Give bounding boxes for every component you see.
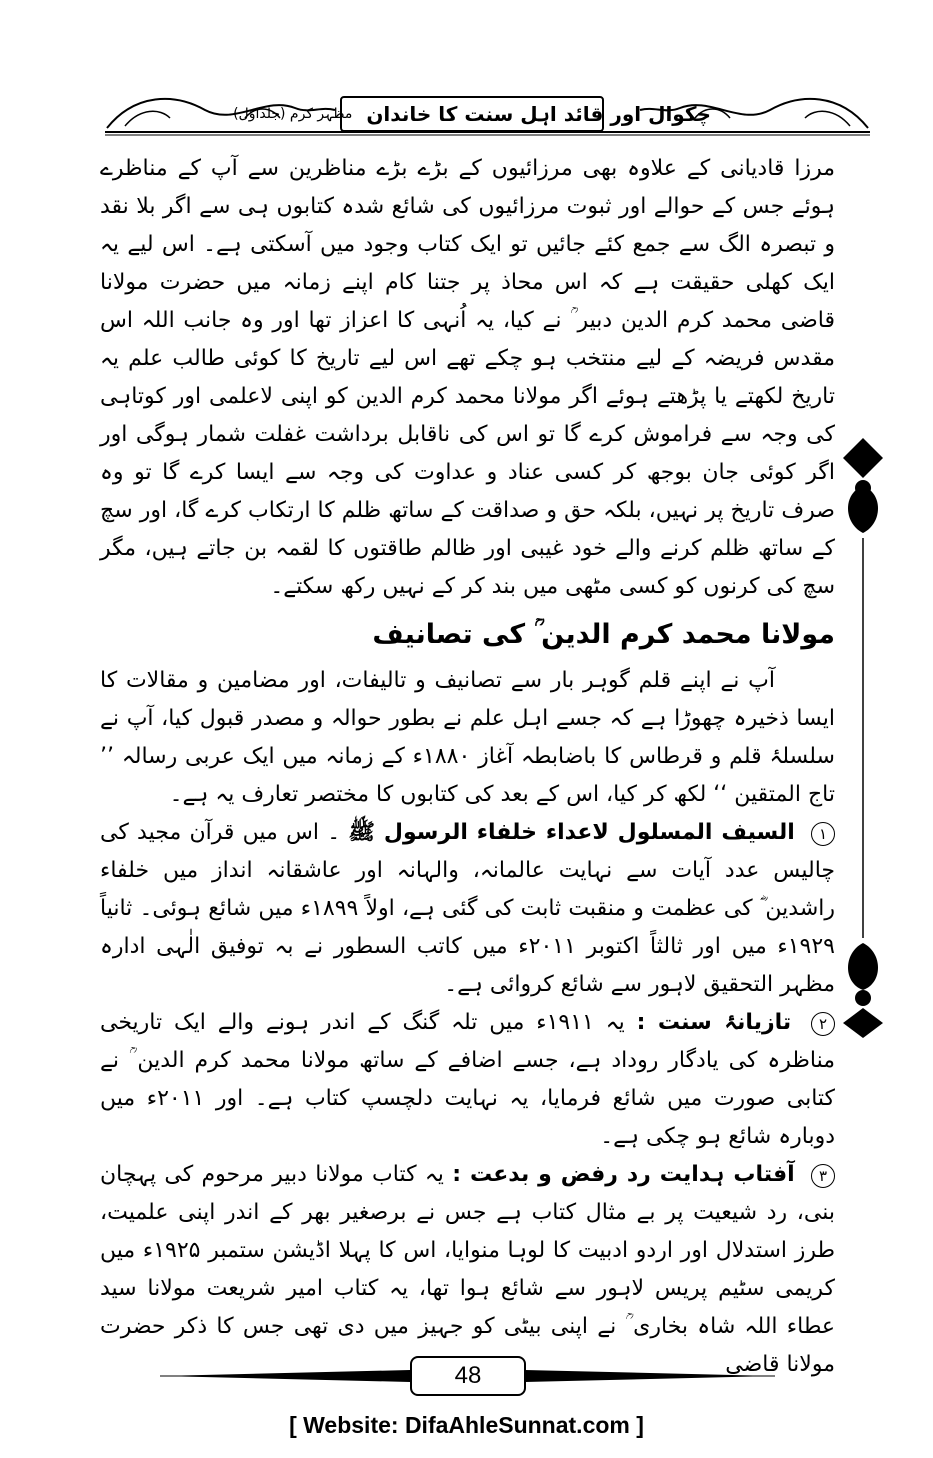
intro-paragraph: مرزا قادیانی کے علاوہ بھی مرزائیوں کے بڑے بڑے مناظرین سے آپ کے مناظرے ہوئے جس کے حوالے اور ثبوت مرزائیوں کی شائع شدہ کتابوں ہی سے اگر بلا نقد و تبصرہ الگ سے جمع کئے جائیں تو ایک کتاب وجود میں آسکتی ہے۔ اس لیے یہ ایک کھلی حقیقت ہے کہ اس محاذ پر جتنا کام اپنے زمانہ میں حضرت مولانا قاضی محمد کرم الدین دبیر ؒ نے کیا، یہ اُنہی کا اعزاز تھا اور وہ جانب اللہ اس مقدس فریضہ کے لیے منتخب ہو چکے تھے اس لیے تاریخ کا کوئی طالب علم یہ تاریخ لکھتے یا پڑھتے ہوئے اگر مولانا محمد کرم الدین کو اپنی لاعلمی اور کوتاہی کی وجہ سے فراموش کرے گا تو اس کی ناقابل برداشت غفلت شمار ہوگی اور اگر کوئی جان بوجھ کر کسی عناد و عداوت کی وجہ سے ایسا کرے گا تو وہ صرف تاریخ پر نہیں، بلکہ حق و صداقت کے ساتھ ظلم کا ارتکاب کرے گا، اور سچ کے ساتھ ظلم کرنے والے خود غیبی اور ظالم طاقتوں کا لقمہ بن جاتے ہیں، مگر سچ کی کرنوں کو کسی مٹھی میں بند کر کے نہیں رکھ سکتے۔ bbox=[100, 156, 835, 599]
works-intro-paragraph: آپ نے اپنے قلم گوہر بار سے تصانیف و تالیفات، اور مضامین و مقالات کا ایسا ذخیرہ چھوڑا ہے کہ جسے اہل علم نے بطور حوالہ و مصدر قبول کیا، آپ نے سلسلۂ قلم و قرطاس کا باضابطہ آغاز ۱۸۸۰ء کے زمانہ میں ایک عربی رسالہ ’’ تاج المتقین ‘‘ لکھ کر کیا، اس کے بعد کی کتابوں کا مختصر تعارف یہ ہے۔ bbox=[100, 668, 835, 807]
list-item bbox=[100, 814, 835, 1004]
list-item bbox=[100, 1004, 835, 1156]
item-text: ۔ اس میں قرآن مجید کی چالیس عدد آیات سے نہایت عالمانہ، والہانہ اور عاشقانہ انداز میں خلفاء راشدین ؓ کی عظمت و منقبت ثابت کی گئی ہے، اولاً ۱۸۹۹ء میں شائع ہوئی۔ ثانیاً ۱۹۲۹ء میں اور ثالثاً اکتوبر ۲۰۱۱ء میں کاتب السطور نے بہ توفیق الٰہی ادارہ مظہر التحقیق لاہور سے شائع کروائی ہے۔ bbox=[100, 820, 835, 997]
item-number-badge: ۲ bbox=[811, 1012, 835, 1036]
list-item bbox=[100, 1156, 835, 1384]
page-body bbox=[100, 150, 835, 1384]
item-number-badge: ۳ bbox=[811, 1164, 835, 1188]
item-text: یہ کتاب مولانا دبیر مرحوم کی پہچان بنی، رد شیعیت پر بے مثال کتاب ہے جس نے برصغیر بھر کے اندر اپنی علمیت، طرز استدلال اور اردو ادبیت کا لوہا منوایا، اس کا پہلا اڈیشن ستمبر ۱۹۲۵ء میں کریمی سٹیم پریس لاہور سے شائع ہوا تھا، یہ کتاب امیر شریعت مولانا سید عطاء اللہ شاہ بخاری ؒ نے اپنی بیٹی کو جہیز میں دی تھی جس کا ذکر حضرت مولانا قاضی bbox=[100, 1162, 835, 1377]
page-footer bbox=[160, 1352, 775, 1402]
book-title: مظہر کرم (جلداوّل) bbox=[233, 106, 353, 122]
chapter-title: چکوال اور قائد اہل سنت کا خاندان bbox=[366, 102, 711, 126]
header-title-box bbox=[233, 96, 711, 132]
side-ornament-icon bbox=[838, 438, 888, 1038]
website-credit: [ Website: DifaAhleSunnat.com ] bbox=[289, 1412, 644, 1438]
item-number-badge: ۱ bbox=[811, 822, 835, 846]
item-title: تازیانۂ سنت : bbox=[636, 1010, 792, 1035]
page-header bbox=[95, 88, 880, 138]
page-number: 48 bbox=[410, 1356, 526, 1396]
side-ornament bbox=[838, 438, 888, 1042]
item-text: یہ ۱۹۱۱ء میں تلہ گنگ کے اندر ہونے والے ایک تاریخی مناظرہ کی یادگار روداد ہے، جسے اضافے کے ساتھ مولانا محمد کرم الدین ؒ نے کتابی صورت میں شائع فرمایا، یہ نہایت دلچسپ کتاب ہے۔ اور ۲۰۱۱ء میں دوبارہ شائع ہو چکی ہے۔ bbox=[100, 1010, 836, 1149]
section-heading: مولانا محمد کرم الدین ؒ کی تصانیف bbox=[372, 619, 835, 650]
item-title: السیف المسلول لاعداء خلفاء الرسول ﷺ bbox=[348, 820, 795, 845]
item-title: آفتاب ہدایت رد رفض و بدعت : bbox=[452, 1162, 795, 1187]
